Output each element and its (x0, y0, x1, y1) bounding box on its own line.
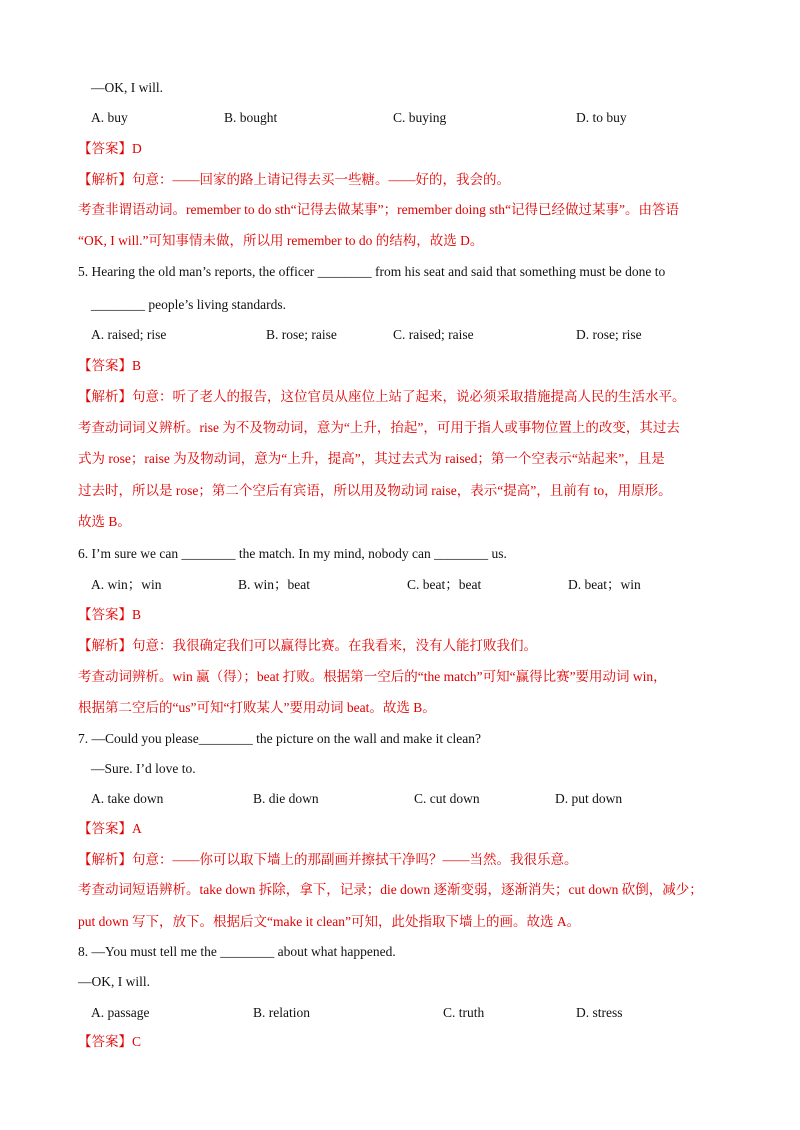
q7-options (91, 790, 751, 808)
q5-analysis-3: 式为 rose；raise 为及物动词，意为“上升，提高”，其过去式为 raised；第一个空表示“站起来”，且是 (78, 451, 665, 466)
q4-options (91, 109, 751, 127)
q4-answer-key: 【答案】D (78, 141, 142, 156)
q5-stem-1: 5. Hearing the old man’s reports, the officer ________ from his seat and said that something must be done to (78, 264, 666, 279)
q6-option-c: C. beat；beat (407, 577, 482, 592)
q7-analysis-2: 考查动词短语辨析。take down 拆除，拿下，记录；die down 逐渐变弱，逐渐消失；cut down 砍倒，减少； (78, 882, 703, 897)
q7-stem-1: 7. —Could you please________ the picture on the wall and make it clean? (78, 731, 482, 746)
q6-options (91, 576, 751, 594)
q4-option-d: D. to buy (576, 110, 627, 125)
q5-option-a: A. raised; rise (91, 327, 167, 342)
q5-analysis-4: 过去时，所以是 rose；第二个空后有宾语，所以用及物动词 raise，表示“提高”，且前有 to，用原形。 (78, 483, 672, 498)
q4-option-a: A. buy (91, 110, 128, 125)
q8-option-b: B. relation (253, 1005, 310, 1020)
q4-analysis-1: 【解析】句意：——回家的路上请记得去买一些糖。——好的，我会的。 (78, 172, 510, 187)
q4-analysis-2: 考查非谓语动词。remember to do sth“记得去做某事”；remember doing sth“记得已经做过某事”。由答语 (78, 202, 680, 217)
q7-option-c: C. cut down (414, 791, 480, 806)
q8-stem-2: —OK, I will. (78, 974, 150, 989)
q5-option-d: D. rose; rise (576, 327, 642, 342)
q8-stem-1: 8. —You must tell me the ________ about what happened. (78, 944, 396, 959)
q5-answer-key: 【答案】B (78, 358, 142, 373)
q4-option-c: C. buying (393, 110, 447, 125)
q8-option-c: C. truth (443, 1005, 485, 1020)
q7-answer-key: 【答案】A (78, 821, 142, 836)
q8-option-d: D. stress (576, 1005, 623, 1020)
q7-analysis-1: 【解析】句意：——你可以取下墙上的那副画并擦拭干净吗？——当然。我很乐意。 (78, 852, 578, 867)
q7-stem-2: —Sure. I’d love to. (91, 761, 196, 776)
q4-analysis-3: “OK, I will.”可知事情未做，所以用 remember to do 的结构，故选 D。 (78, 233, 484, 248)
q6-analysis-2: 考查动词辨析。win 赢（得）；beat 打败。根据第一空后的“the match”可知“赢得比赛”要用动词 win， (78, 669, 667, 684)
q6-option-d: D. beat；win (568, 577, 641, 592)
q5-options (91, 326, 751, 344)
q8-options (91, 1004, 751, 1022)
q8-answer-key: 【答案】C (78, 1034, 142, 1049)
q5-analysis-5: 故选 B。 (78, 514, 131, 529)
q8-option-a: A. passage (91, 1005, 150, 1020)
q7-option-a: A. take down (91, 791, 164, 806)
q6-stem-1: 6. I’m sure we can ________ the match. In my mind, nobody can ________ us. (78, 546, 507, 561)
q4-option-b: B. bought (224, 110, 278, 125)
q5-stem-2: ________ people’s living standards. (91, 297, 286, 312)
q6-answer-key: 【答案】B (78, 607, 142, 622)
q5-option-b: B. rose; raise (266, 327, 337, 342)
q5-analysis-1: 【解析】句意：听了老人的报告，这位官员从座位上站了起来，说必须采取措施提高人民的生活水平。 (78, 389, 686, 404)
q7-analysis-3: put down 写下，放下。根据后文“make it clean”可知，此处指取下墙上的画。故选 A。 (78, 914, 581, 929)
q5-analysis-2: 考查动词词义辨析。rise 为不及物动词，意为“上升，抬起”，可用于指人或事物位置上的改变，其过去 (78, 420, 680, 435)
q5-option-c: C. raised; raise (393, 327, 474, 342)
q4-answer-line: —OK, I will. (91, 80, 163, 95)
q6-option-b: B. win；beat (238, 577, 310, 592)
q7-option-d: D. put down (555, 791, 623, 806)
q6-option-a: A. win；win (91, 577, 162, 592)
q7-option-b: B. die down (253, 791, 319, 806)
q6-analysis-3: 根据第二空后的“us”可知“打败某人”要用动词 beat。故选 B。 (78, 700, 436, 715)
q6-analysis-1: 【解析】句意：我很确定我们可以赢得比赛。在我看来，没有人能打败我们。 (78, 638, 537, 653)
